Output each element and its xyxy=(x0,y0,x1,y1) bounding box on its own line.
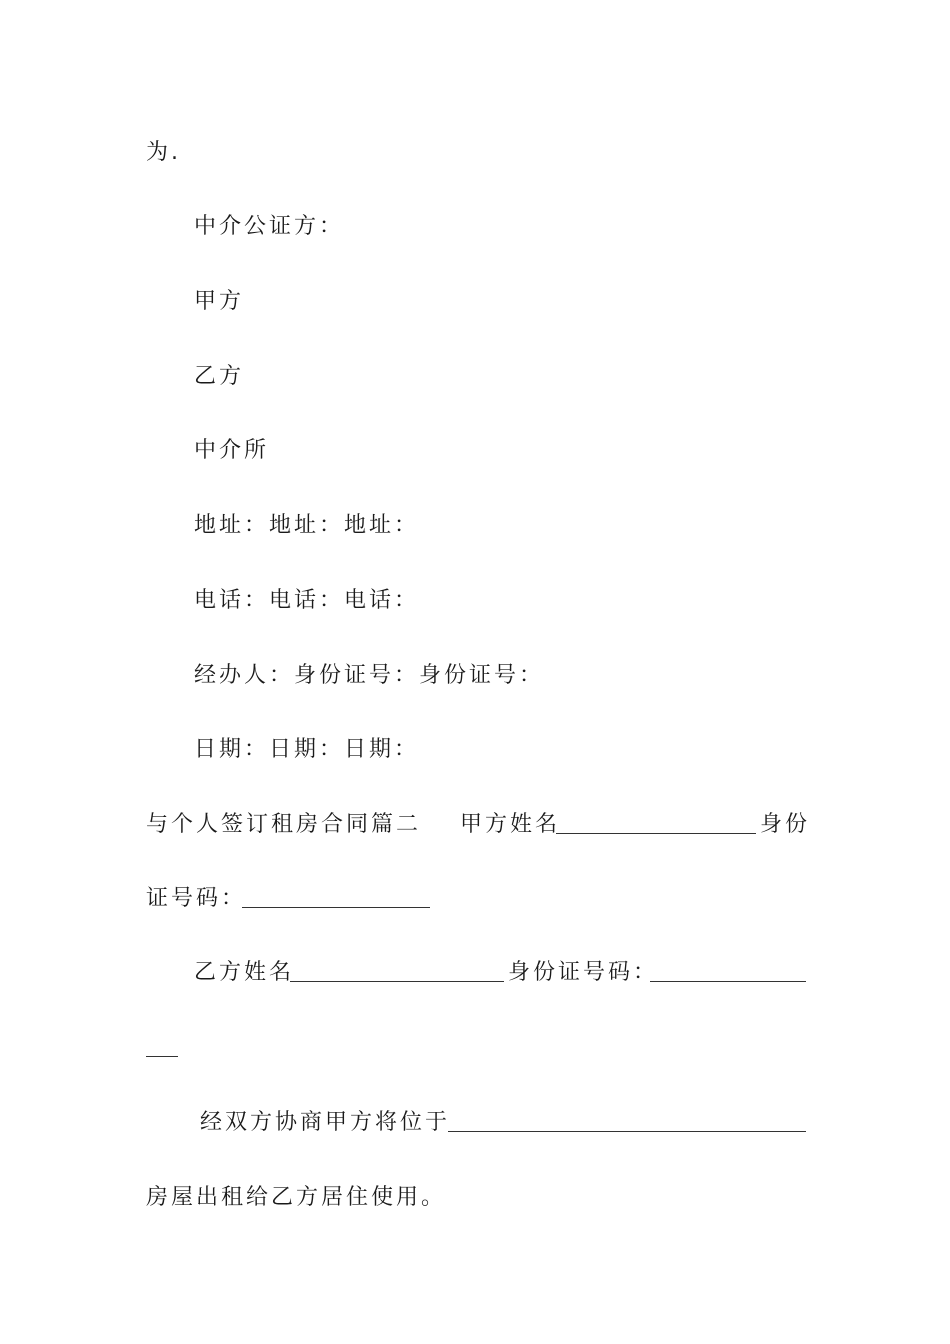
agreement-tail: 房屋出租给乙方居住使用。 xyxy=(146,1185,447,1210)
party-b-id-blank-continued[interactable] xyxy=(146,1034,178,1057)
text-line: 电话：电话：电话： xyxy=(194,588,420,613)
party-a-name-blank[interactable] xyxy=(556,811,756,834)
id-label-part2: 证号码： xyxy=(146,886,247,911)
agreement-text: 经双方协商甲方将位于 xyxy=(200,1110,451,1135)
id-label-part1: 身份 xyxy=(760,812,811,837)
party-b-id-label: 身份证号码： xyxy=(508,960,659,985)
section-title: 与个人签订租房合同篇二 xyxy=(146,812,422,837)
party-b-id-blank[interactable] xyxy=(650,959,806,982)
text-line: 甲方 xyxy=(194,289,245,314)
text-line: 日期：日期：日期： xyxy=(194,737,420,762)
party-b-name-blank[interactable] xyxy=(290,959,504,982)
text-line: 经办人：身份证号：身份证号： xyxy=(194,663,545,688)
party-b-name-label: 乙方姓名 xyxy=(194,960,295,985)
text-line: 为. xyxy=(146,140,181,165)
text-line: 中介所 xyxy=(194,438,270,463)
party-a-name-label: 甲方姓名 xyxy=(460,812,561,837)
text-line: 中介公证方： xyxy=(194,214,345,239)
text-line: 地址：地址：地址： xyxy=(194,513,420,538)
text-line: 乙方 xyxy=(194,364,245,389)
property-address-blank[interactable] xyxy=(448,1109,806,1132)
party-a-id-blank[interactable] xyxy=(242,885,430,908)
